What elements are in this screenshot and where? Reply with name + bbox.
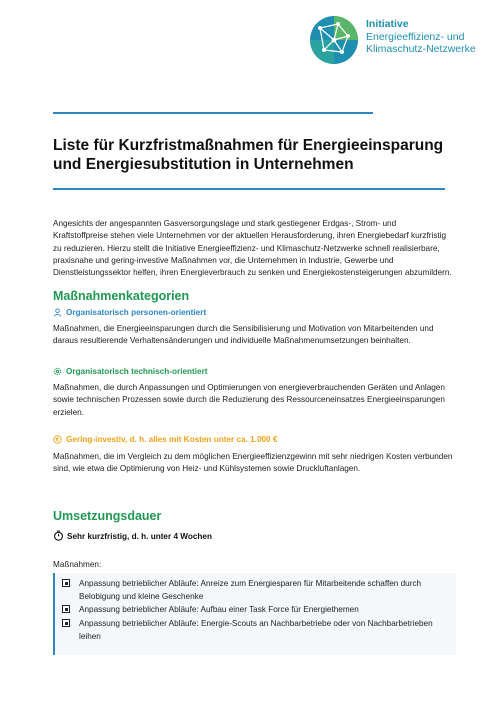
category-gering-investiv-heading bbox=[53, 435, 277, 444]
category-technisch-text: Maßnahmen, die durch Anpassungen und Optimierungen von energieverbrauchenden Geräten und Anlagen sowie technischen Prozessen sowie durch die Reduzierung des Ressourceneinsatzes Energieeinsparungen erzielen. bbox=[53, 383, 445, 417]
list-item bbox=[79, 577, 451, 603]
category-gering-investiv-text: Maßnahmen, die im Vergleich zu dem möglichen Energieeffizienzgewinn mit sehr niedrigen Kosten verbunden sind, wie etwa die Optimierung von Heiz- und Kühlsystemen sowie Druckluftanlagen. bbox=[53, 452, 453, 474]
measures-list bbox=[53, 573, 456, 655]
logo-line-3: Klimaschutz-Netzwerke bbox=[366, 43, 476, 55]
category-gering-investiv-title: Gering-investiv, d. h. alles mit Kosten unter ca. 1.000 € bbox=[66, 435, 278, 444]
category-technisch-title: Organisatorisch technisch-orientiert bbox=[66, 367, 208, 376]
svg-text:€: € bbox=[55, 437, 60, 444]
gear-icon bbox=[53, 367, 62, 376]
logo-text bbox=[366, 18, 476, 56]
duration-subheading-text: Sehr kurzfristig, d. h. unter 4 Wochen bbox=[67, 532, 212, 541]
euro-icon bbox=[53, 435, 62, 444]
category-personen-heading bbox=[53, 308, 206, 317]
logo-line-1: Initiative bbox=[366, 18, 409, 30]
person-icon bbox=[53, 308, 62, 317]
list-item bbox=[79, 603, 451, 616]
measures-label: Maßnahmen: bbox=[53, 560, 102, 569]
category-personen-title: Organisatorisch personen-orientiert bbox=[66, 308, 207, 317]
category-personen-text: Maßnahmen, die Energieeinsparungen durch die Sensibilisierung und Motivation von Mitarbeitenden und daraus resultierende Verhaltensänderungen und individuelle Maßnahmenumsetzungen beinhalten. bbox=[53, 324, 434, 346]
category-technisch-heading bbox=[53, 367, 208, 376]
duration-heading: Umsetzungsdauer bbox=[53, 509, 162, 523]
list-item bbox=[79, 617, 451, 643]
list-item-text: Anpassung betrieblicher Abläufe: Energie-Scouts an Nachbarbetriebe oder von Nachbarbetrieben leihen bbox=[79, 619, 433, 641]
logo-line-2: Energieeffizienz- und bbox=[366, 30, 465, 43]
network-globe-icon bbox=[308, 14, 360, 66]
stopwatch-icon bbox=[53, 530, 64, 543]
title-line-1: Liste für Kurzfristmaßnahmen für Energieeinsparung bbox=[53, 137, 444, 154]
duration-subheading bbox=[53, 530, 212, 543]
title-line-2: und Energiesubstitution in Unternehmen bbox=[53, 156, 354, 173]
list-item-text: Anpassung betrieblicher Abläufe: Anreize zum Energiesparen für Mitarbeitende schaffen durch Belobigung und kleine Geschenke bbox=[79, 579, 422, 601]
list-item-text: Anpassung betrieblicher Abläufe: Aufbau einer Task Force für Energiethemen bbox=[79, 605, 359, 614]
page-title bbox=[53, 136, 453, 174]
checkbox-icon bbox=[62, 605, 70, 613]
divider-top bbox=[53, 112, 373, 114]
categories-heading: Maßnahmenkategorien bbox=[53, 289, 190, 303]
checkbox-icon bbox=[62, 619, 70, 627]
checkbox-icon bbox=[62, 579, 70, 587]
logo bbox=[308, 14, 493, 70]
intro-paragraph: Angesichts der angespannten Gasversorgungslage und stark gestiegener Erdgas-, Strom- und Kraftstoffpreise stehen viele Unternehmen vor der aktuellen Herausforderung, ihren Energiebedarf kurzfristig zu reduzieren. Hierzu stellt die Initiative Energieeffizienz- und Klimaschutz-Netzwerke schnell realisierbare, praxisnahe und gering-investive Maßnahmen vor, die Unternehmen in Industrie, Gewerbe und Dienstleistungssektor helfen, ihren Energieverbrauch zu senken und Energiekostensteigerungen abzumildern. bbox=[53, 219, 452, 278]
divider-bottom bbox=[53, 188, 445, 190]
